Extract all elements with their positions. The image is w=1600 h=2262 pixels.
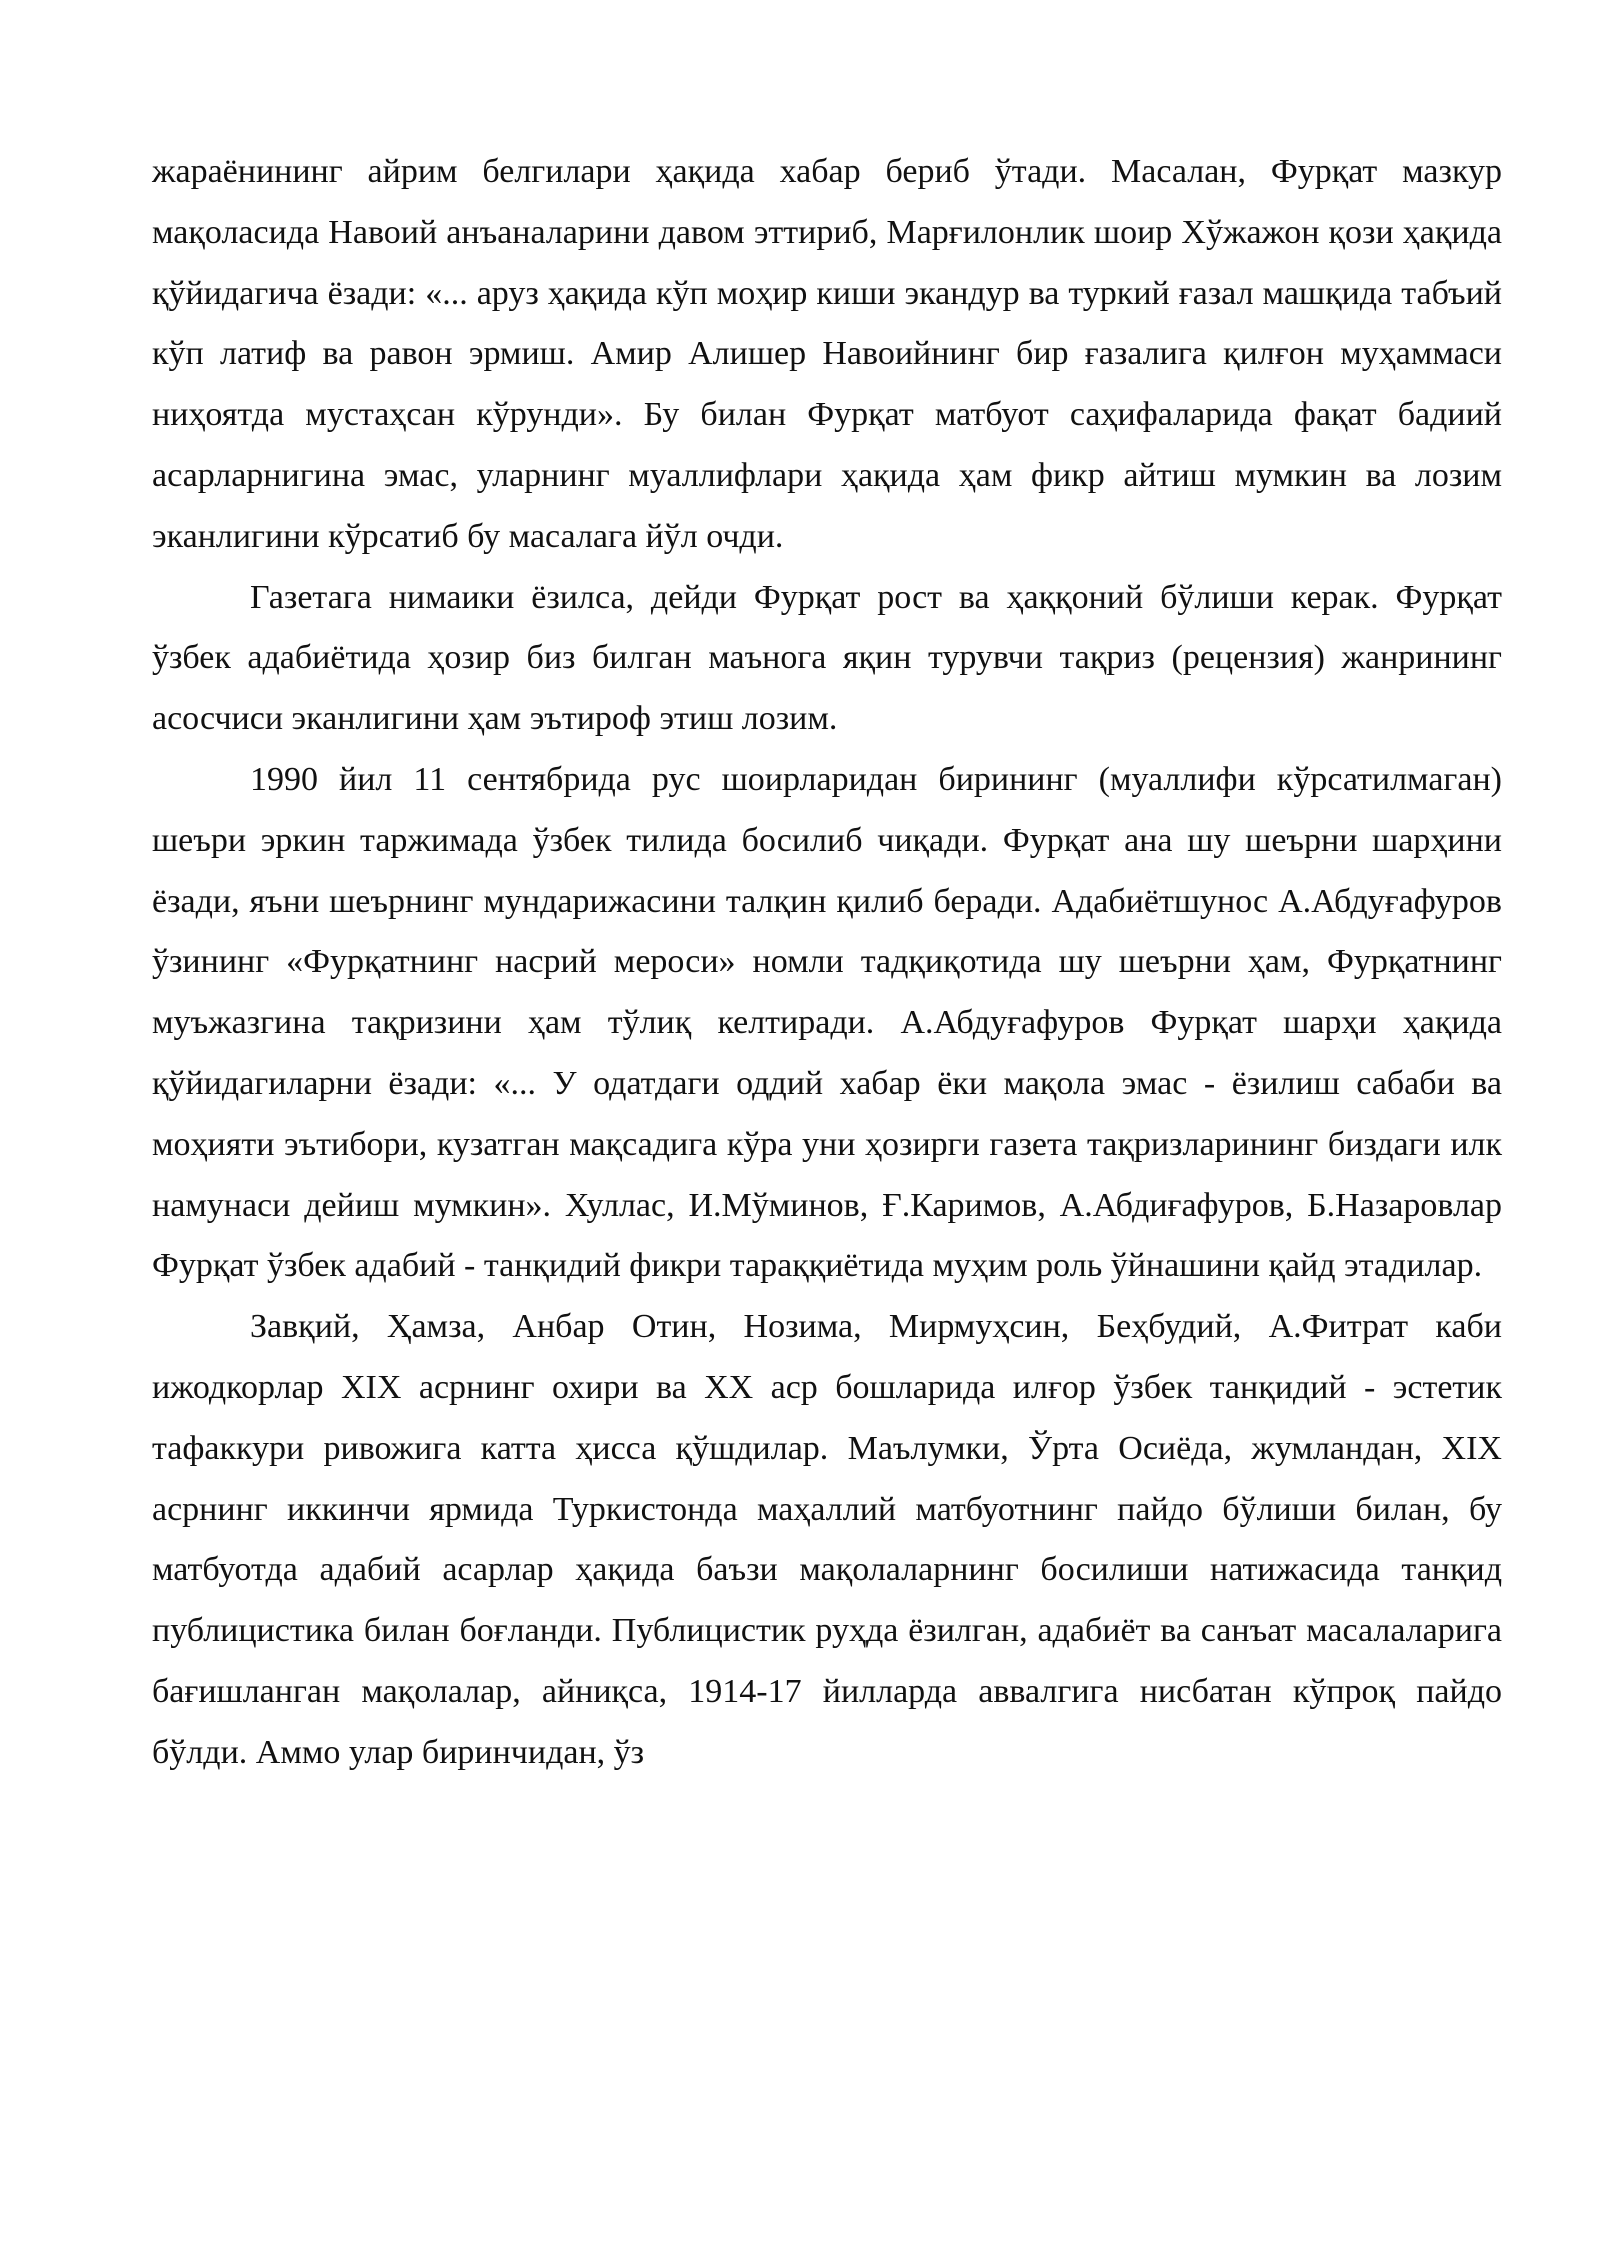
paragraph-3: 1990 йил 11 сентябрида рус шоирларидан бирининг (муаллифи кўрсатилмаган) шеъри эркин таржимада ўзбек тилида босилиб чиқади. Фурқат ана шу шеърни шарҳини ёзади, яъни шеърнинг мундарижасини талқин қилиб беради. Адабиётшунос А.Абдуғафуров ўзининг «Фурқатнинг насрий мероси» номли тадқиқотида шу шеърни ҳам, Фурқатнинг муъжазгина тақризини ҳам тўлиқ келтиради. А.Абдуғафуров Фурқат шарҳи ҳақида қўйидагиларни ёзади: «... У одатдаги оддий хабар ёки мақола эмас - ёзилиш сабаби ва моҳияти эътибори, кузатган мақсадига кўра уни ҳозирги газета тақризларининг биздаги илк намунаси дейиш мумкин». Хуллас, И.Мўминов, Ғ.Каримов, А.Абдиғафуров, Б.Назаровлар Фурқат ўзбек адабий - танқидий фикри тараққиётида муҳим роль ўйнашини қайд этадилар. [152,760,1502,1285]
paragraph-1: жараёнининг айрим белгилари ҳақида хабар бериб ўтади. Масалан, Фурқат мазкур мақоласида Навоий анъаналарини давом эттириб, Марғилонлик шоир Хўжажон қози ҳақида қўйидагича ёзади: «... аруз ҳақида кўп моҳир киши экандур ва туркий ғазал машқида табъий кўп латиф ва равон эрмиш. Амир Алишер Навоийнинг бир ғазалига қилғон муҳаммаси ниҳоятда мустаҳсан кўрунди». Бу билан Фурқат матбуот саҳифаларида фақат бадиий асарларнигина эмас, уларнинг муаллифлари ҳақида ҳам фикр айтиш мумкин ва лозим эканлигини кўрсатиб бу масалага йўл очди. [152,153,1502,555]
body-text [152,142,1502,1784]
paragraph-2: Газетага нимаики ёзилса, дейди Фурқат рост ва ҳаққоний бўлиши керак. Фурқат ўзбек адабиётида ҳозир биз билган маънога яқин турувчи тақриз (рецензия) жанрининг асосчиси эканлигини ҳам эътироф этиш лозим. [152,578,1502,738]
paragraph-4: Завқий, Ҳамза, Анбар Отин, Нозима, Мирмуҳсин, Беҳбудий, А.Фитрат каби ижодкорлар XIX асрнинг охири ва XX аср бошларида илғор ўзбек танқидий - эстетик тафаккури ривожига катта ҳисса қўшдилар. Маълумки, Ўрта Осиёда, жумландан, XIX асрнинг иккинчи ярмида Туркистонда маҳаллий матбуотнинг пайдо бўлиши билан, бу матбуотда адабий асарлар ҳақида баъзи мақолаларнинг босилиши натижасида танқид публицистика билан боғланди. Публицистик руҳда ёзилган, адабиёт ва санъат масалаларига бағишланган мақолалар, айниқса, 1914-17 йилларда аввалгига нисбатан кўпроқ пайдо бўлди. Аммо улар биринчидан, ўз [152,1308,1502,1771]
